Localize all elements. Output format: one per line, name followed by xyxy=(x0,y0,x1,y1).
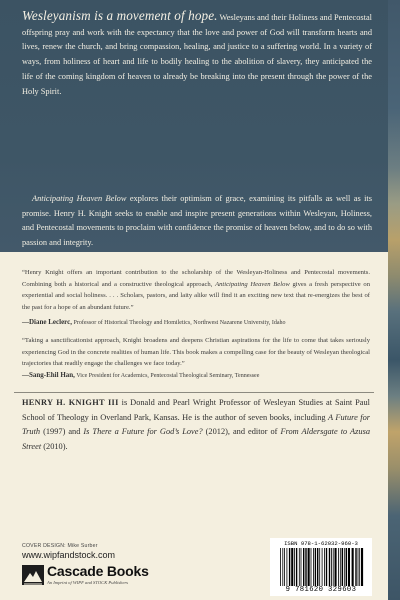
quote-text: gives a fresh perspective on experiential and social holiness. . . . Scholars, pastors, and laity alike will find it an exciting new text that re-energizes the best of the past for a hope of an abundant future.” xyxy=(22,280,370,311)
quote-text: “Henry Knight offers an important contribution to the scholarship of the Wesleyan-Holiness and Pentecostal movements. Combining both a historical and a constructive theological approach, xyxy=(22,269,370,288)
bio-book-title: From Aldersgate to Azusa Street xyxy=(22,427,370,452)
publisher-url: www.wipfandstock.com xyxy=(22,550,116,560)
description-paragraph-1 xyxy=(22,9,372,99)
publisher-logo xyxy=(22,565,182,591)
endorser-affiliation: Vice President for Academics, Pentecostal Theological Seminary, Tennessee xyxy=(74,373,260,379)
description-text: Wesleyans and their Holiness and Pentecostal offspring pray and work with the expectancy that the love and power of God will transform hearts and lives, renew the church, and bring compassion, healing, and justice to a suffering world. In a variety of ways, from holiness of heart and life to bodily healing to the abolition of slavery, they anticipated the life of the coming kingdom of heaven to already be breaking into the present through the power of the Holy Spirit. xyxy=(22,13,372,96)
publisher-mountain-icon xyxy=(22,565,44,585)
endorsement-quote-2: “Taking a sanctificationist approach, Knight broadens and deepens Christian aspirations for the life to come that takes seriously experiencing God in the concrete realities of human life. This book makes a compelling case for the beauty of Wesleyan theological trajectories that readily engage the challenges we face today.” xyxy=(22,337,370,367)
bio-text: is Donald and Pearl Wright Professor of Wesleyan Studies at Saint Paul School of Theology in Overland Park, Kansas. He is the author of seven books, including xyxy=(22,398,371,422)
isbn-barcode xyxy=(270,538,372,596)
endorser-name: —Diane Leclerc, xyxy=(22,318,73,326)
description-panel xyxy=(0,0,388,252)
endorsement-attribution-1 xyxy=(22,318,372,326)
description-paragraph-2 xyxy=(22,192,372,251)
endorser-affiliation: Professor of Historical Theology and Homiletics, Northwest Nazarene University, Idaho xyxy=(72,320,286,326)
barcode-digits: 9 781620 329603 xyxy=(285,586,357,594)
bio-text: (2012), and editor of xyxy=(202,427,281,437)
quote-book-title: Anticipating Heaven Below xyxy=(215,280,290,288)
lead-sentence: Wesleyanism is a movement of hope. xyxy=(22,8,218,23)
endorsement-quote-1 xyxy=(22,267,370,313)
bio-book-title: Is There a Future for God’s Love? xyxy=(83,427,203,437)
author-bio xyxy=(22,396,370,455)
bio-book-title: A Future for Truth xyxy=(22,412,370,437)
divider xyxy=(14,392,374,393)
barcode-bars xyxy=(280,548,364,586)
painted-edge-strip xyxy=(388,0,400,600)
publisher-name: Cascade Books xyxy=(47,563,149,579)
cover-design-credit: COVER DESIGN: Mike Surber xyxy=(22,543,98,549)
bio-text: (1997) and xyxy=(40,427,84,437)
endorser-name: —Sang-Ehil Han, xyxy=(22,371,75,379)
book-title-reference: Anticipating Heaven Below xyxy=(32,194,127,203)
author-name: HENRY H. KNIGHT III xyxy=(22,398,119,407)
description-text-2: explores their optimism of grace, examining its pitfalls as well as its promise. Henry H. Knight seeks to enable and inspire present generations within Wesleyan, Holiness, and Pentecostal movements to proclaim with confidence the promise of heaven below, and to do so with passion and integrity. xyxy=(22,194,372,248)
bio-text: (2010). xyxy=(41,442,68,452)
isbn-number: ISBN 978-1-62032-960-3 xyxy=(284,540,358,547)
endorsements-panel xyxy=(0,252,388,600)
publisher-tagline: An Imprint of WIPF and STOCK Publishers xyxy=(47,580,129,585)
endorsement-attribution-2 xyxy=(22,371,372,379)
